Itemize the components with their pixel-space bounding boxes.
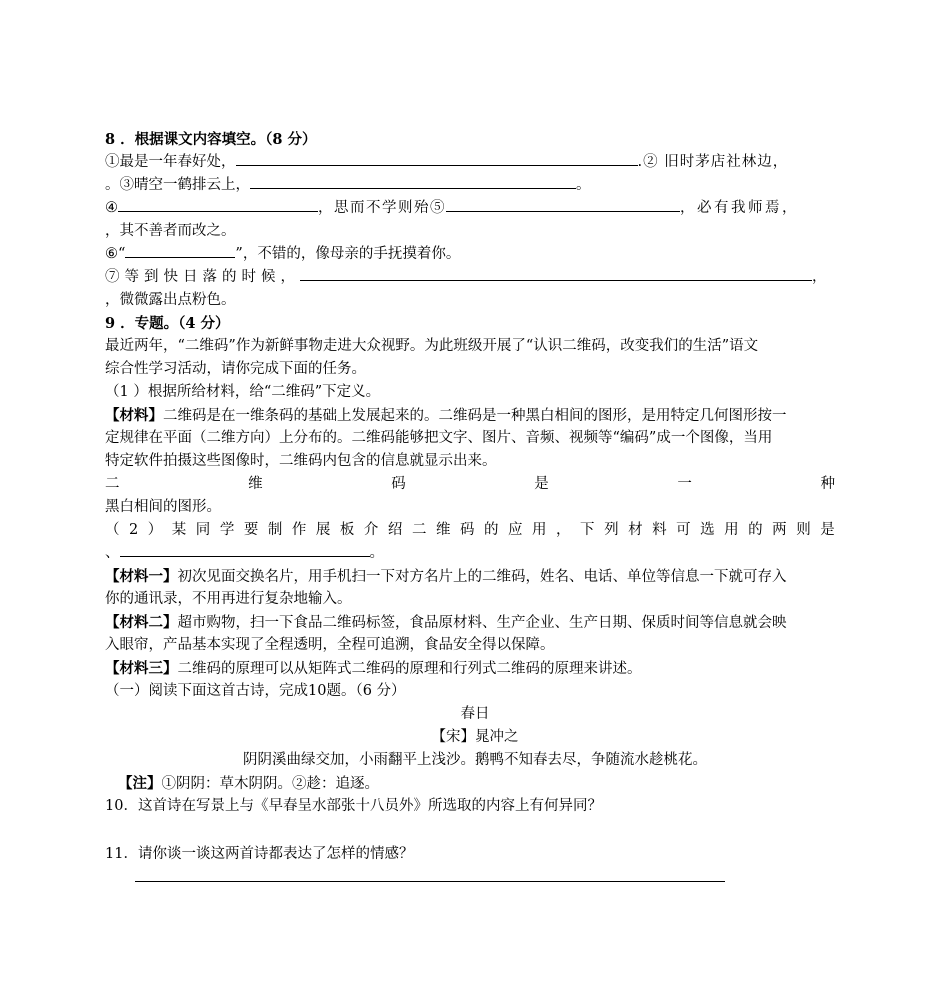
q9-definition-line xyxy=(105,473,835,496)
definition-char: 种 xyxy=(820,476,835,492)
q8-line-6-tail: ， xyxy=(812,269,827,285)
q9-task-2 xyxy=(105,519,835,542)
note-label: 【注】 xyxy=(118,775,162,792)
task-2-char: ） xyxy=(147,522,163,538)
q8-line-1 xyxy=(105,151,835,174)
task-2-char: 某 xyxy=(171,522,187,538)
material-1-text: 初次见面交换名片，用手机扫一下对方名片上的二维码，姓名、电话、单位等信息一下就可存入 xyxy=(177,569,787,585)
task-2-char: 可 xyxy=(676,522,691,538)
task-2-char: 板 xyxy=(339,522,355,538)
task-2-char: 选 xyxy=(700,522,715,538)
fill-blank[interactable] xyxy=(236,151,638,166)
q8-line-2-tail: 。 xyxy=(576,177,591,193)
material-2-label: 【材料二】 xyxy=(105,614,178,631)
task-2-char: 展 xyxy=(315,522,331,538)
q9-material-1-line-2: 你的通讯录，不用再进行复杂地输入。 xyxy=(105,591,352,607)
q9-task-2-answer xyxy=(105,542,835,565)
task-2-char: 介 xyxy=(363,522,379,538)
fill-blank[interactable] xyxy=(120,542,370,557)
task-2-char: 下 xyxy=(580,522,595,538)
definition-char: 码 xyxy=(391,476,406,492)
poem-note xyxy=(118,772,848,796)
task-2-char: 是 xyxy=(820,522,835,538)
q8-line-7: ，微微露出点粉色。 xyxy=(105,292,236,308)
task-2-char: 二 xyxy=(411,522,427,538)
task-2-char: 要 xyxy=(243,522,259,538)
answer-line[interactable] xyxy=(135,881,725,882)
q8-line-4: ，其不善者而改之。 xyxy=(105,223,236,239)
task-2-char: 则 xyxy=(796,522,811,538)
q9-task-1: （1 ）根据所给材料，给“二维码”下定义。 xyxy=(105,384,381,400)
q9-title: 9 ．专题。（4 分） xyxy=(105,315,230,332)
task-2-char: 的 xyxy=(483,522,499,538)
poem-intro: （一）阅读下面这首古诗，完成10题。（6 分） xyxy=(105,683,406,699)
task-2-char: 料 xyxy=(652,522,667,538)
q8-line-3 xyxy=(105,197,835,220)
task-2-sep: 、 xyxy=(105,545,120,561)
q9-material-line-1 xyxy=(105,404,835,428)
definition-char: 一 xyxy=(677,476,692,492)
task-2-char: （ xyxy=(105,522,120,538)
task-2-char: 码 xyxy=(459,522,475,538)
q8-line-3-text: ④ xyxy=(105,200,118,216)
task-2-char: 用 xyxy=(532,522,547,538)
fill-blank[interactable] xyxy=(118,197,318,212)
task-2-char: ， xyxy=(556,522,571,538)
q8-title: 8 ．根据课文内容填空。（8 分） xyxy=(105,131,317,148)
q10: 10．这首诗在写景上与《早春呈水部张十八员外》所选取的内容上有何异同？ xyxy=(105,798,602,814)
task-2-char: 维 xyxy=(435,522,451,538)
material-3-label: 【材料三】 xyxy=(105,660,178,677)
q9-material-line-2: 定规律在平面（二维方向）上分布的。二维码能够把文字、图片、音频、视频等“编码”成一个图像，当用 xyxy=(105,430,773,446)
q9-material-line-3: 特定软件拍摄这些图像时，二维码内包含的信息就显示出来。 xyxy=(105,453,497,469)
fill-blank[interactable] xyxy=(300,266,812,281)
q8-line-1-text: ①最是一年春好处， xyxy=(105,154,236,170)
task-2-char: 学 xyxy=(219,522,235,538)
definition-char: 是 xyxy=(534,476,549,492)
note-text: ①阴阴：草木阴阴。②趁：追逐。 xyxy=(161,776,379,792)
q9-material-1-line-1 xyxy=(105,565,835,589)
q9-material-2-line-2: 入眼帘，产品基本实现了全程透明，全程可追溯，食品安全得以保障。 xyxy=(105,637,555,653)
definition-char: 二 xyxy=(105,476,120,492)
q8-line-6-text: ⑦等到快日落的时候， xyxy=(105,269,300,285)
q9-intro-1: 最近两年，“二维码”作为新鲜事物走进大众视野。为此班级开展了“认识二维码，改变我们的生活”语文 xyxy=(105,338,759,354)
task-2-char: 两 xyxy=(772,522,787,538)
fill-blank[interactable] xyxy=(250,174,576,189)
material-text: 二维码是在一维条码的基础上发展起来的。二维码是一种黑白相间的图形，是用特定几何图形按一 xyxy=(163,408,787,424)
task-2-char: 制 xyxy=(267,522,283,538)
material-2-text: 超市购物，扫一下食品二维码标签，食品原材料、生产企业、生产日期、保质时间等信息就会映 xyxy=(177,615,787,631)
fill-blank[interactable] xyxy=(446,197,680,212)
task-2-char: 2 xyxy=(129,522,139,538)
poem-author: 【宋】晁冲之 xyxy=(431,729,519,745)
q8-line-6 xyxy=(105,266,835,289)
task-2-char: 列 xyxy=(604,522,619,538)
task-2-char: 材 xyxy=(628,522,643,538)
q8-line-2 xyxy=(105,174,835,197)
poem-text: 阴阴溪曲绿交加，小雨翻平上浅沙。鹅鸭不知春去尽，争随流水趁桃花。 xyxy=(243,752,707,768)
task-2-char: 用 xyxy=(724,522,739,538)
q9-material-3 xyxy=(105,657,835,681)
q8-line-5-text: ⑥“ xyxy=(105,246,126,262)
q8-line-2-text: 。③晴空一鹤排云上， xyxy=(105,177,250,193)
material-label: 【材料】 xyxy=(105,407,163,424)
q8-line-3-mid: ，思而不学则殆⑤ xyxy=(318,200,446,216)
q8-line-5-tail: ”，不错的，像母亲的手抚摸着你。 xyxy=(235,246,461,262)
q8-line-3-tail: ，必有我师焉， xyxy=(680,200,799,216)
task-2-char: 同 xyxy=(195,522,211,538)
q9-material-2-line-1 xyxy=(105,611,835,635)
task-2-char: 应 xyxy=(508,522,523,538)
fill-blank[interactable] xyxy=(125,243,235,258)
task-2-char: 的 xyxy=(748,522,763,538)
q8-line-1-tail: .② 旧时茅店社林边， xyxy=(637,154,789,170)
task-2-end: 。 xyxy=(369,545,384,561)
material-3-text: 二维码的原理可以从矩阵式二维码的原理和行列式二维码的原理来讲述。 xyxy=(177,661,642,677)
q11: 11．请你谈一谈这两首诗都表达了怎样的情感？ xyxy=(105,846,414,862)
poem-title: 春日 xyxy=(460,706,490,722)
q9-definition-end: 黑白相间的图形。 xyxy=(105,499,221,515)
q8-line-5 xyxy=(105,243,835,266)
material-1-label: 【材料一】 xyxy=(105,568,178,585)
task-2-char: 作 xyxy=(291,522,307,538)
definition-char: 维 xyxy=(248,476,263,492)
q9-intro-2: 综合性学习活动，请你完成下面的任务。 xyxy=(105,361,366,377)
task-2-char: 绍 xyxy=(387,522,403,538)
